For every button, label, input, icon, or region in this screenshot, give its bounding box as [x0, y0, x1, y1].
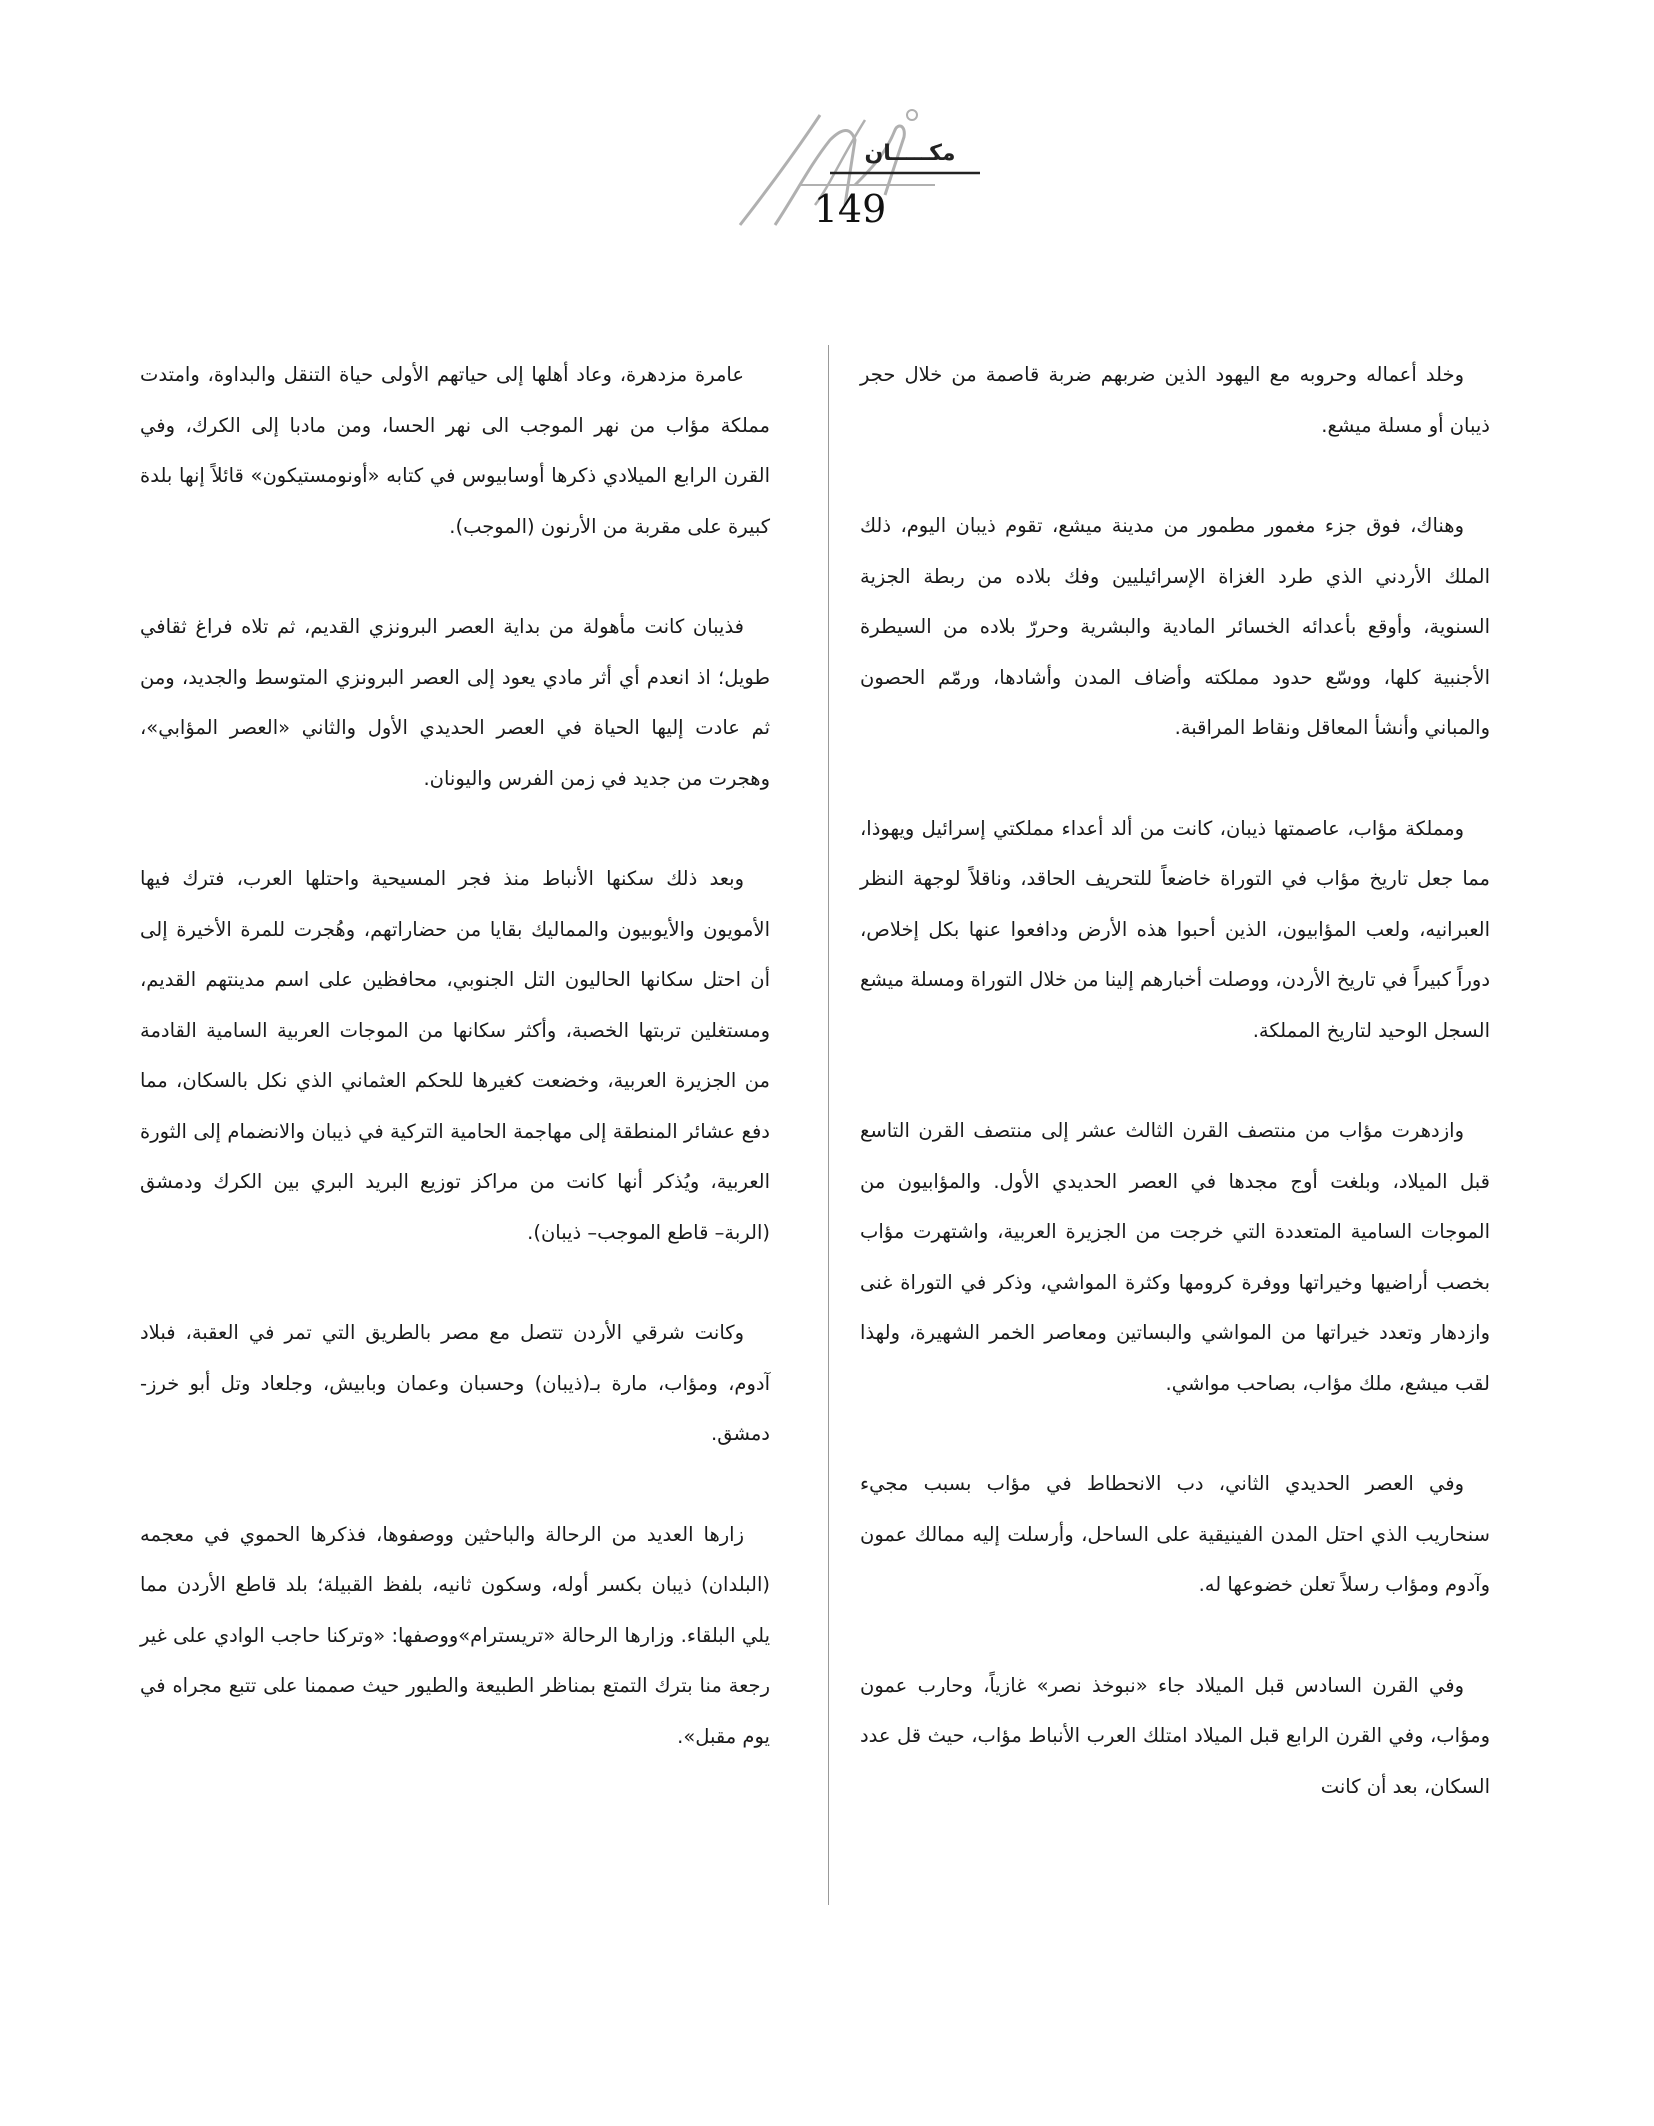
paragraph: وخلد أعماله وحروبه مع اليهود الذين ضربهم ضربة قاصمة من خلال حجر ذيبان أو مسلة ميشع.	[860, 363, 1490, 437]
paragraph: وفي القرن السادس قبل الميلاد جاء «نبوخذ نصر» غازياً، وحارب عمون ومؤاب، وفي القرن الرابع قبل الميلاد امتلك العرب الأنباط مؤاب، حيث قل عدد السكان، بعد أن كانت	[860, 1673, 1490, 1798]
paragraph: عامرة مزدهرة، وعاد أهلها إلى حياتهم الأولى حياة التنقل والبداوة، وامتدت مملكة مؤاب من نهر الموجب الى نهر الحسا، ومن مادبا إلى الكرك، وفي القرن الرابع الميلادي ذكرها أوسابيوس في كتابه «أونومستيكون» قائلاً إنها بلدة كبيرة على مقربة من الأرنون (الموجب).	[140, 363, 770, 538]
paragraph: وبعد ذلك سكنها الأنباط منذ فجر المسيحية واحتلها العرب، فترك فيها الأمويون والأيوبيون والمماليك بقايا من حضاراتهم، وهُجرت للمرة الأخيرة إلى أن احتل سكانها الحاليون التل الجنوبي، محافظين على اسم مدينتهم القديم، ومستغلين تربتها الخصبة، وأكثر سكانها من الموجات العربية السامية القادمة من الجزيرة العربية، وخضعت كغيرها للحكم العثماني الذي نكل بالسكان، مما دفع عشائر المنطقة إلى مهاجمة الحامية التركية في ذيبان والانضمام إلى الثورة العربية، ويُذكر أنها كانت من مراكز توزيع البريد البري بين الكرك ودمشق (الربة– قاطع الموجب– ذيبان).	[140, 867, 770, 1244]
paragraph: وازدهرت مؤاب من منتصف القرن الثالث عشر إلى منتصف القرن التاسع قبل الميلاد، وبلغت أوج مجدها في العصر الحديدي الأول. والمؤابيون من الموجات السامية المتعددة التي خرجت من الجزيرة العربية، واشتهرت مؤاب بخصب أراضيها وخيراتها ووفرة كرومها وكثرة المواشي، وذكر في التوراة غنى وازدهار وتعدد خيراتها من المواشي والبساتين ومعاصر الخمر الشهيرة، ولهذا لقب ميشع، ملك مؤاب، بصاحب مواشي.	[860, 1119, 1490, 1395]
paragraph: وهناك، فوق جزء مغمور مطمور من مدينة ميشع، تقوم ذيبان اليوم، ذلك الملك الأردني الذي طرد الغزاة الإسرائيليين وفك بلاده من ربطة الجزية السنوية، وأوقع بأعدائه الخسائر المادية والبشرية وحررّ بلاده من السيطرة الأجنبية كلها، ووسّع حدود مملكته وأضاف المدن وأشادها، ورمّم الحصون والمباني وأنشأ المعاقل ونقاط المراقبة.	[860, 514, 1490, 739]
paragraph: فذيبان كانت مأهولة من بداية العصر البرونزي القديم، ثم تلاه فراغ ثقافي طويل؛ اذ انعدم أي أثر مادي يعود إلى العصر البرونزي المتوسط والجديد، ومن ثم عادت إليها الحياة في العصر الحديدي الأول والثاني «العصر المؤابي»، وهجرت من جديد في زمن الفرس واليونان.	[140, 615, 770, 790]
article-column-left	[140, 350, 770, 1812]
column-divider	[828, 345, 829, 1905]
paragraph: وكانت شرقي الأردن تتصل مع مصر بالطريق التي تمر في العقبة، فبلاد آدوم، ومؤاب، مارة بـ(ذيبان) وحسبان وعمان وبابيش، وجلعاد وتل أبو خرز- دمشق.	[140, 1321, 770, 1445]
article-column-right	[860, 350, 1490, 1862]
page-number: 149	[813, 187, 887, 231]
paragraph: وفي العصر الحديدي الثاني، دب الانحطاط في مؤاب بسبب مجيء سنحاريب الذي احتل المدن الفينيقية على الساحل، وأرسلت إليه ممالك عمون وآدوم ومؤاب رسلاً تعلن خضوعها له.	[860, 1472, 1490, 1596]
page-header	[680, 85, 1000, 245]
paragraph: زارها العديد من الرحالة والباحثين ووصفوها، فذكرها الحموي في معجمه (البلدان) ذيبان بكسر أوله، وسكون ثانيه، بلفظ القبيلة؛ بلد قاطع الأردن مما يلي البلقاء. وزارها الرحالة «تريسترام»ووصفها: «وتركنا حاجب الوادي على غير رجعة منا بترك التمتع بمناظر الطبيعة والطيور حيث صممنا على تتبع مجراه في يوم مقبل».	[140, 1522, 770, 1748]
paragraph: ومملكة مؤاب، عاصمتها ذيبان، كانت من ألد أعداء مملكتي إسرائيل ويهوذا، مما جعل تاريخ مؤاب في التوراة خاضعاً للتحريف الحاقد، وناقلاً لوجهة النظر العبرانيه، ولعب المؤابيون، الذين أحبوا هذه الأرض ودافعوا عنها بكل إخلاص، دوراً كبيراً في تاريخ الأردن، ووصلت أخبارهم إلينا من خلال التوراة ومسلة ميشع السجل الوحيد لتاريخ المملكة.	[860, 816, 1490, 1042]
section-name: مكـــــان	[864, 141, 956, 166]
